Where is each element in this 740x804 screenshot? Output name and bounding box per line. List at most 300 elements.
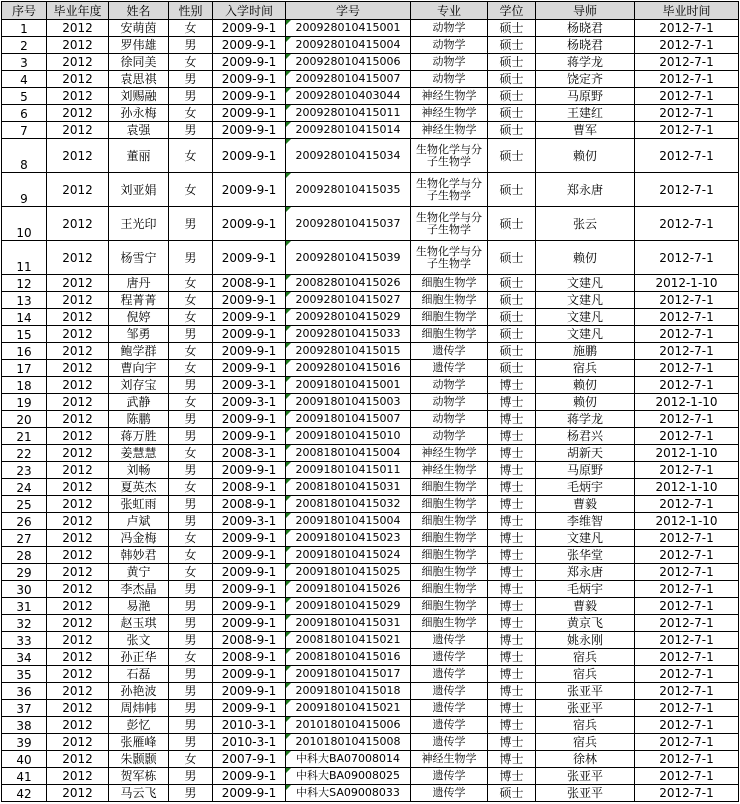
degree-cell: 硕士 xyxy=(488,71,536,88)
row-number: 35 xyxy=(2,666,47,683)
grad-date-cell: 2012-7-1 xyxy=(635,496,739,513)
grad-year-cell: 2012 xyxy=(47,683,109,700)
table-row xyxy=(2,105,739,122)
name-cell: 孙正华 xyxy=(109,649,169,666)
row-number: 38 xyxy=(2,717,47,734)
student-id-cell: 200928010415033 xyxy=(286,326,411,343)
gender-cell: 女 xyxy=(169,445,213,462)
grad-date-cell: 2012-7-1 xyxy=(635,20,739,37)
grad-year-cell: 2012 xyxy=(47,292,109,309)
degree-cell: 博士 xyxy=(488,717,536,734)
student-id-cell: 200918010415031 xyxy=(286,615,411,632)
major-cell: 生物化学与分子生物学 xyxy=(411,173,488,207)
row-number: 36 xyxy=(2,683,47,700)
row-number: 20 xyxy=(2,411,47,428)
degree-cell: 硕士 xyxy=(488,139,536,173)
row-number: 7 xyxy=(2,122,47,139)
major-cell: 细胞生物学 xyxy=(411,275,488,292)
table-row xyxy=(2,411,739,428)
grad-date-cell: 2012-1-10 xyxy=(635,394,739,411)
enroll-date-cell: 2008-9-1 xyxy=(213,479,286,496)
name-cell: 袁思祺 xyxy=(109,71,169,88)
header-grad-year-col: 毕业年度 xyxy=(47,2,109,20)
header-name-col: 姓名 xyxy=(109,2,169,20)
table-row xyxy=(2,717,739,734)
row-number: 13 xyxy=(2,292,47,309)
major-cell: 遗传学 xyxy=(411,649,488,666)
advisor-cell: 文建凡 xyxy=(536,292,635,309)
degree-cell: 博士 xyxy=(488,598,536,615)
gender-cell: 男 xyxy=(169,513,213,530)
enroll-date-cell: 2009-9-1 xyxy=(213,666,286,683)
row-number: 4 xyxy=(2,71,47,88)
gender-cell: 男 xyxy=(169,88,213,105)
name-cell: 李杰晶 xyxy=(109,581,169,598)
table-row xyxy=(2,598,739,615)
name-cell: 唐丹 xyxy=(109,275,169,292)
row-number: 8 xyxy=(2,139,47,173)
grad-date-cell: 2012-7-1 xyxy=(635,54,739,71)
grad-year-cell: 2012 xyxy=(47,139,109,173)
table-row xyxy=(2,768,739,785)
major-cell: 生物化学与分子生物学 xyxy=(411,241,488,275)
name-cell: 程菁菁 xyxy=(109,292,169,309)
gender-cell: 男 xyxy=(169,462,213,479)
enroll-date-cell: 2009-9-1 xyxy=(213,428,286,445)
major-cell: 遗传学 xyxy=(411,683,488,700)
row-number: 28 xyxy=(2,547,47,564)
gender-cell: 男 xyxy=(169,768,213,785)
advisor-cell: 郑永唐 xyxy=(536,564,635,581)
enroll-date-cell: 2010-3-1 xyxy=(213,734,286,751)
name-cell: 刘赐融 xyxy=(109,88,169,105)
major-cell: 细胞生物学 xyxy=(411,513,488,530)
enroll-date-cell: 2009-9-1 xyxy=(213,122,286,139)
major-cell: 细胞生物学 xyxy=(411,547,488,564)
row-number: 6 xyxy=(2,105,47,122)
row-number: 37 xyxy=(2,700,47,717)
header-degree-col: 学位 xyxy=(488,2,536,20)
grad-date-cell: 2012-7-1 xyxy=(635,173,739,207)
enroll-date-cell: 2010-3-1 xyxy=(213,717,286,734)
table-row xyxy=(2,751,739,768)
row-number: 32 xyxy=(2,615,47,632)
grad-year-cell: 2012 xyxy=(47,343,109,360)
name-cell: 安萌茵 xyxy=(109,20,169,37)
row-number: 22 xyxy=(2,445,47,462)
degree-cell: 博士 xyxy=(488,751,536,768)
advisor-cell: 徐林 xyxy=(536,751,635,768)
student-id-cell: 中科大BA07008014 xyxy=(286,751,411,768)
header-advisor-col: 导师 xyxy=(536,2,635,20)
gender-cell: 男 xyxy=(169,666,213,683)
name-cell: 刘亚娟 xyxy=(109,173,169,207)
grad-date-cell: 2012-7-1 xyxy=(635,717,739,734)
gender-cell: 男 xyxy=(169,785,213,802)
student-id-cell: 201018010415006 xyxy=(286,717,411,734)
table-row xyxy=(2,343,739,360)
enroll-date-cell: 2009-9-1 xyxy=(213,785,286,802)
name-cell: 杨雪宁 xyxy=(109,241,169,275)
gender-cell: 女 xyxy=(169,309,213,326)
grad-year-cell: 2012 xyxy=(47,717,109,734)
gender-cell: 男 xyxy=(169,683,213,700)
student-id-cell: 200918010415010 xyxy=(286,428,411,445)
advisor-cell: 蒋学龙 xyxy=(536,411,635,428)
table-row xyxy=(2,632,739,649)
degree-cell: 硕士 xyxy=(488,292,536,309)
table-row xyxy=(2,20,739,37)
advisor-cell: 杨晓君 xyxy=(536,20,635,37)
grad-date-cell: 2012-7-1 xyxy=(635,683,739,700)
grad-year-cell: 2012 xyxy=(47,564,109,581)
student-id-cell: 201018010415008 xyxy=(286,734,411,751)
advisor-cell: 曹毅 xyxy=(536,496,635,513)
advisor-cell: 杨君兴 xyxy=(536,428,635,445)
enroll-date-cell: 2008-9-1 xyxy=(213,649,286,666)
table-row xyxy=(2,71,739,88)
major-cell: 细胞生物学 xyxy=(411,496,488,513)
table-header xyxy=(2,2,739,20)
table-row xyxy=(2,275,739,292)
grad-date-cell: 2012-7-1 xyxy=(635,768,739,785)
table-row xyxy=(2,360,739,377)
name-cell: 董丽 xyxy=(109,139,169,173)
grad-date-cell: 2012-7-1 xyxy=(635,632,739,649)
major-cell: 细胞生物学 xyxy=(411,479,488,496)
enroll-date-cell: 2009-3-1 xyxy=(213,394,286,411)
degree-cell: 硕士 xyxy=(488,207,536,241)
row-number: 9 xyxy=(2,173,47,207)
name-cell: 彭忆 xyxy=(109,717,169,734)
enroll-date-cell: 2009-9-1 xyxy=(213,615,286,632)
grad-year-cell: 2012 xyxy=(47,666,109,683)
major-cell: 神经生物学 xyxy=(411,445,488,462)
grad-date-cell: 2012-7-1 xyxy=(635,139,739,173)
grad-date-cell: 2012-7-1 xyxy=(635,581,739,598)
enroll-date-cell: 2009-9-1 xyxy=(213,411,286,428)
degree-cell: 博士 xyxy=(488,411,536,428)
header-seq-col: 序号 xyxy=(2,2,47,20)
student-id-cell: 200918010415026 xyxy=(286,581,411,598)
student-id-cell: 200818010415021 xyxy=(286,632,411,649)
row-number: 26 xyxy=(2,513,47,530)
enroll-date-cell: 2009-9-1 xyxy=(213,37,286,54)
row-number: 34 xyxy=(2,649,47,666)
advisor-cell: 赖仞 xyxy=(536,241,635,275)
degree-cell: 博士 xyxy=(488,768,536,785)
advisor-cell: 蒋学龙 xyxy=(536,54,635,71)
row-number: 30 xyxy=(2,581,47,598)
major-cell: 动物学 xyxy=(411,377,488,394)
advisor-cell: 胡新天 xyxy=(536,445,635,462)
major-cell: 遗传学 xyxy=(411,343,488,360)
grad-date-cell: 2012-7-1 xyxy=(635,700,739,717)
advisor-cell: 毛炳宇 xyxy=(536,581,635,598)
gender-cell: 男 xyxy=(169,207,213,241)
degree-cell: 硕士 xyxy=(488,122,536,139)
enroll-date-cell: 2009-9-1 xyxy=(213,71,286,88)
gender-cell: 男 xyxy=(169,326,213,343)
student-id-cell: 200928010415004 xyxy=(286,37,411,54)
name-cell: 黄宁 xyxy=(109,564,169,581)
header-row xyxy=(2,2,739,20)
advisor-cell: 曹毅 xyxy=(536,598,635,615)
table-row xyxy=(2,309,739,326)
gender-cell: 女 xyxy=(169,564,213,581)
student-id-cell: 中科大SA09008033 xyxy=(286,785,411,802)
name-cell: 鲍学群 xyxy=(109,343,169,360)
enroll-date-cell: 2009-9-1 xyxy=(213,360,286,377)
row-number: 15 xyxy=(2,326,47,343)
row-number: 21 xyxy=(2,428,47,445)
degree-cell: 硕士 xyxy=(488,343,536,360)
advisor-cell: 马原野 xyxy=(536,88,635,105)
gender-cell: 男 xyxy=(169,122,213,139)
name-cell: 袁强 xyxy=(109,122,169,139)
grad-date-cell: 2012-7-1 xyxy=(635,530,739,547)
major-cell: 神经生物学 xyxy=(411,462,488,479)
grad-year-cell: 2012 xyxy=(47,632,109,649)
degree-cell: 硕士 xyxy=(488,37,536,54)
name-cell: 张雁峰 xyxy=(109,734,169,751)
gender-cell: 男 xyxy=(169,71,213,88)
student-id-cell: 200918010415024 xyxy=(286,547,411,564)
table-row xyxy=(2,54,739,71)
header-major-col: 专业 xyxy=(411,2,488,20)
header-gender-col: 性别 xyxy=(169,2,213,20)
degree-cell: 博士 xyxy=(488,513,536,530)
major-cell: 生物化学与分子生物学 xyxy=(411,139,488,173)
table-row xyxy=(2,649,739,666)
name-cell: 刘存宝 xyxy=(109,377,169,394)
gender-cell: 女 xyxy=(169,343,213,360)
enroll-date-cell: 2009-3-1 xyxy=(213,377,286,394)
table-row xyxy=(2,394,739,411)
degree-cell: 博士 xyxy=(488,479,536,496)
advisor-cell: 王建红 xyxy=(536,105,635,122)
student-id-cell: 200928010415011 xyxy=(286,105,411,122)
gender-cell: 男 xyxy=(169,496,213,513)
name-cell: 张文 xyxy=(109,632,169,649)
row-number: 39 xyxy=(2,734,47,751)
gender-cell: 男 xyxy=(169,632,213,649)
major-cell: 神经生物学 xyxy=(411,122,488,139)
advisor-cell: 赖仞 xyxy=(536,394,635,411)
gender-cell: 女 xyxy=(169,54,213,71)
student-id-cell: 中科大BA09008025 xyxy=(286,768,411,785)
enroll-date-cell: 2009-9-1 xyxy=(213,241,286,275)
grad-year-cell: 2012 xyxy=(47,615,109,632)
student-id-cell: 200828010415026 xyxy=(286,275,411,292)
gender-cell: 男 xyxy=(169,411,213,428)
table-row xyxy=(2,241,739,275)
grad-date-cell: 2012-7-1 xyxy=(635,207,739,241)
name-cell: 姜慧慧 xyxy=(109,445,169,462)
grad-year-cell: 2012 xyxy=(47,309,109,326)
grad-year-cell: 2012 xyxy=(47,649,109,666)
student-id-cell: 200928010415034 xyxy=(286,139,411,173)
major-cell: 动物学 xyxy=(411,71,488,88)
grad-date-cell: 2012-7-1 xyxy=(635,598,739,615)
major-cell: 细胞生物学 xyxy=(411,292,488,309)
major-cell: 遗传学 xyxy=(411,700,488,717)
name-cell: 曹向宇 xyxy=(109,360,169,377)
student-id-cell: 200918010415021 xyxy=(286,700,411,717)
row-number: 31 xyxy=(2,598,47,615)
name-cell: 刘畅 xyxy=(109,462,169,479)
grad-date-cell: 2012-7-1 xyxy=(635,649,739,666)
table-row xyxy=(2,666,739,683)
student-id-cell: 200918010415011 xyxy=(286,462,411,479)
degree-cell: 硕士 xyxy=(488,20,536,37)
enroll-date-cell: 2009-9-1 xyxy=(213,139,286,173)
enroll-date-cell: 2009-9-1 xyxy=(213,326,286,343)
grad-date-cell: 2012-7-1 xyxy=(635,428,739,445)
major-cell: 动物学 xyxy=(411,54,488,71)
advisor-cell: 赖仞 xyxy=(536,377,635,394)
grad-year-cell: 2012 xyxy=(47,530,109,547)
grad-date-cell: 2012-7-1 xyxy=(635,564,739,581)
grad-year-cell: 2012 xyxy=(47,88,109,105)
enroll-date-cell: 2009-9-1 xyxy=(213,462,286,479)
grad-year-cell: 2012 xyxy=(47,700,109,717)
degree-cell: 博士 xyxy=(488,700,536,717)
major-cell: 神经生物学 xyxy=(411,105,488,122)
degree-cell: 博士 xyxy=(488,377,536,394)
name-cell: 武静 xyxy=(109,394,169,411)
advisor-cell: 郑永唐 xyxy=(536,173,635,207)
degree-cell: 博士 xyxy=(488,547,536,564)
row-number: 19 xyxy=(2,394,47,411)
grad-date-cell: 2012-7-1 xyxy=(635,666,739,683)
grad-date-cell: 2012-7-1 xyxy=(635,411,739,428)
degree-cell: 博士 xyxy=(488,734,536,751)
table-row xyxy=(2,700,739,717)
table-body xyxy=(2,20,739,802)
advisor-cell: 张亚平 xyxy=(536,683,635,700)
table-row xyxy=(2,734,739,751)
student-id-cell: 200928010415039 xyxy=(286,241,411,275)
enroll-date-cell: 2009-9-1 xyxy=(213,598,286,615)
name-cell: 孙艳波 xyxy=(109,683,169,700)
major-cell: 细胞生物学 xyxy=(411,326,488,343)
student-id-cell: 200928010415027 xyxy=(286,292,411,309)
degree-cell: 硕士 xyxy=(488,241,536,275)
student-id-cell: 200918010415029 xyxy=(286,598,411,615)
table-row xyxy=(2,122,739,139)
enroll-date-cell: 2009-9-1 xyxy=(213,20,286,37)
major-cell: 遗传学 xyxy=(411,666,488,683)
table-row xyxy=(2,530,739,547)
grad-date-cell: 2012-7-1 xyxy=(635,122,739,139)
gender-cell: 男 xyxy=(169,700,213,717)
degree-cell: 博士 xyxy=(488,530,536,547)
degree-cell: 硕士 xyxy=(488,173,536,207)
enroll-date-cell: 2009-9-1 xyxy=(213,547,286,564)
advisor-cell: 文建凡 xyxy=(536,275,635,292)
major-cell: 动物学 xyxy=(411,394,488,411)
advisor-cell: 黄京飞 xyxy=(536,615,635,632)
advisor-cell: 曹军 xyxy=(536,122,635,139)
enroll-date-cell: 2008-9-1 xyxy=(213,275,286,292)
major-cell: 细胞生物学 xyxy=(411,530,488,547)
grad-date-cell: 2012-7-1 xyxy=(635,326,739,343)
gender-cell: 女 xyxy=(169,751,213,768)
advisor-cell: 张亚平 xyxy=(536,785,635,802)
advisor-cell: 张云 xyxy=(536,207,635,241)
grad-year-cell: 2012 xyxy=(47,428,109,445)
grad-year-cell: 2012 xyxy=(47,768,109,785)
grad-year-cell: 2012 xyxy=(47,445,109,462)
student-id-cell: 200928010415007 xyxy=(286,71,411,88)
table-row xyxy=(2,615,739,632)
degree-cell: 博士 xyxy=(488,632,536,649)
gender-cell: 男 xyxy=(169,734,213,751)
gender-cell: 女 xyxy=(169,173,213,207)
gender-cell: 女 xyxy=(169,275,213,292)
row-number: 17 xyxy=(2,360,47,377)
row-number: 3 xyxy=(2,54,47,71)
major-cell: 神经生物学 xyxy=(411,751,488,768)
grad-date-cell: 2012-1-10 xyxy=(635,513,739,530)
table-row xyxy=(2,581,739,598)
gender-cell: 男 xyxy=(169,717,213,734)
enroll-date-cell: 2009-9-1 xyxy=(213,683,286,700)
grad-year-cell: 2012 xyxy=(47,496,109,513)
grad-date-cell: 2012-7-1 xyxy=(635,462,739,479)
row-number: 11 xyxy=(2,241,47,275)
student-id-cell: 200918010415001 xyxy=(286,377,411,394)
header-enroll-date-col: 入学时间 xyxy=(213,2,286,20)
name-cell: 邹勇 xyxy=(109,326,169,343)
gender-cell: 女 xyxy=(169,360,213,377)
name-cell: 王光印 xyxy=(109,207,169,241)
advisor-cell: 张华堂 xyxy=(536,547,635,564)
row-number: 1 xyxy=(2,20,47,37)
gender-cell: 男 xyxy=(169,241,213,275)
grad-date-cell: 2012-7-1 xyxy=(635,309,739,326)
row-number: 41 xyxy=(2,768,47,785)
table-row xyxy=(2,564,739,581)
student-id-cell: 200928010415001 xyxy=(286,20,411,37)
student-id-cell: 200928010415006 xyxy=(286,54,411,71)
grad-date-cell: 2012-1-10 xyxy=(635,445,739,462)
enroll-date-cell: 2008-3-1 xyxy=(213,445,286,462)
row-number: 14 xyxy=(2,309,47,326)
header-student-id-col: 学号 xyxy=(286,2,411,20)
table-row xyxy=(2,377,739,394)
degree-cell: 硕士 xyxy=(488,105,536,122)
grad-date-cell: 2012-7-1 xyxy=(635,88,739,105)
name-cell: 卢斌 xyxy=(109,513,169,530)
major-cell: 动物学 xyxy=(411,411,488,428)
gender-cell: 男 xyxy=(169,598,213,615)
gender-cell: 男 xyxy=(169,377,213,394)
advisor-cell: 李维智 xyxy=(536,513,635,530)
name-cell: 易滟 xyxy=(109,598,169,615)
grad-year-cell: 2012 xyxy=(47,411,109,428)
grad-year-cell: 2012 xyxy=(47,20,109,37)
degree-cell: 博士 xyxy=(488,445,536,462)
gender-cell: 男 xyxy=(169,37,213,54)
student-id-cell: 200928010415016 xyxy=(286,360,411,377)
graduate-table xyxy=(1,1,739,802)
grad-year-cell: 2012 xyxy=(47,122,109,139)
row-number: 23 xyxy=(2,462,47,479)
table-row xyxy=(2,479,739,496)
row-number: 2 xyxy=(2,37,47,54)
